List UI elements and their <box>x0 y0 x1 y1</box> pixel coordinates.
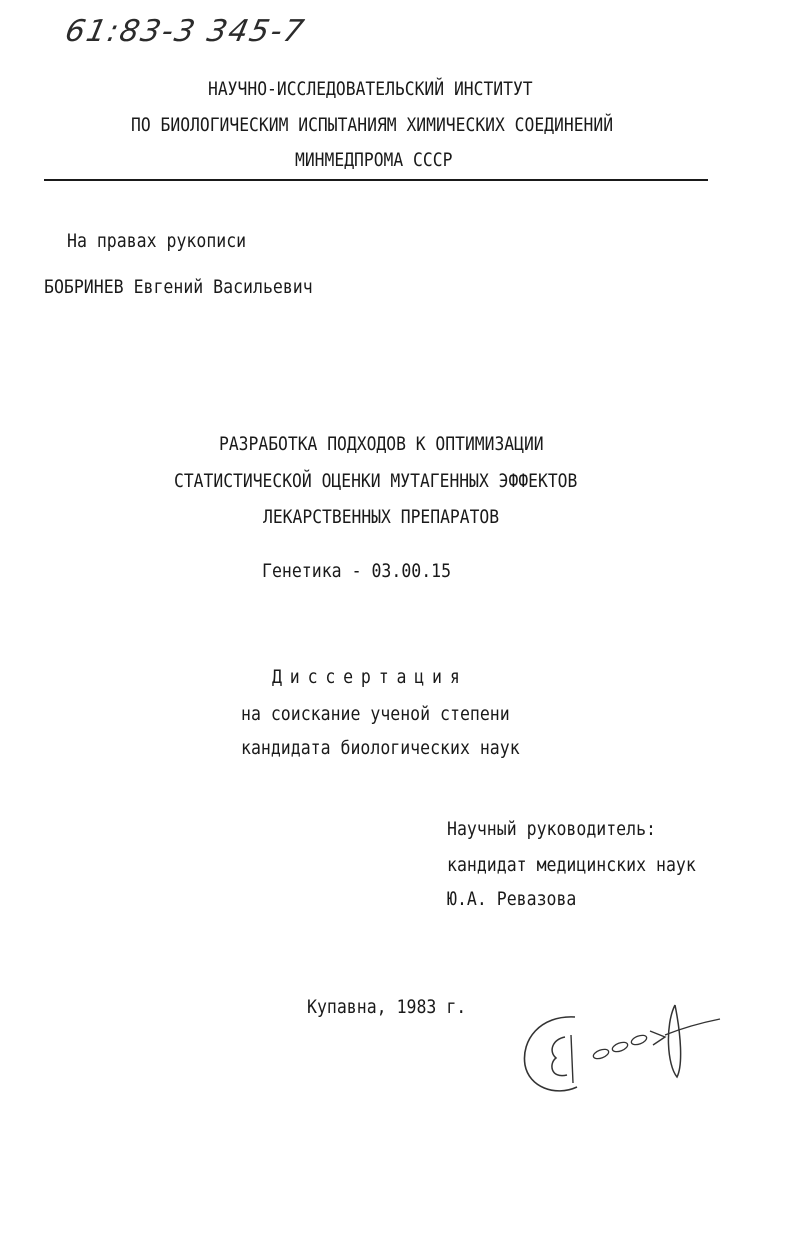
thesis-heading: Диссертация <box>272 666 468 688</box>
handwritten-signature <box>515 995 725 1105</box>
supervisor-label: Научный руководитель: <box>447 818 656 840</box>
archive-mark: 61:83-3 345-7 <box>62 14 309 49</box>
title-line-2: СТАТИСТИЧЕСКОЙ ОЦЕНКИ МУТАГЕННЫХ ЭФФЕКТОВ <box>174 470 578 492</box>
manuscript-note: На правах рукописи <box>67 230 247 252</box>
author-name: БОБРИНЕВ Евгений Васильевич <box>44 276 313 298</box>
thesis-degree-line: на соискание ученой степени <box>241 703 510 725</box>
title-line-1: РАЗРАБОТКА ПОДХОДОВ К ОПТИМИЗАЦИИ <box>219 433 544 455</box>
specialty-code: Генетика - 03.00.15 <box>262 560 452 582</box>
thesis-field-line: кандидата биологических наук <box>241 737 520 759</box>
institute-line-2: ПО БИОЛОГИЧЕСКИМ ИСПЫТАНИЯМ ХИМИЧЕСКИХ СОЕДИНЕНИЙ <box>131 114 614 136</box>
place-and-year: Купавна, 1983 г. <box>307 996 467 1018</box>
institute-line-1: НАУЧНО-ИССЛЕДОВАТЕЛЬСКИЙ ИНСТИТУТ <box>207 78 533 100</box>
title-line-3: ЛЕКАРСТВЕННЫХ ПРЕПАРАТОВ <box>263 506 500 528</box>
header-divider <box>44 179 708 181</box>
supervisor-degree: кандидат медицинских наук <box>447 854 696 876</box>
supervisor-name: Ю.А. Ревазова <box>447 888 577 910</box>
institute-line-3: МИНМЕДПРОМА СССР <box>295 149 453 171</box>
